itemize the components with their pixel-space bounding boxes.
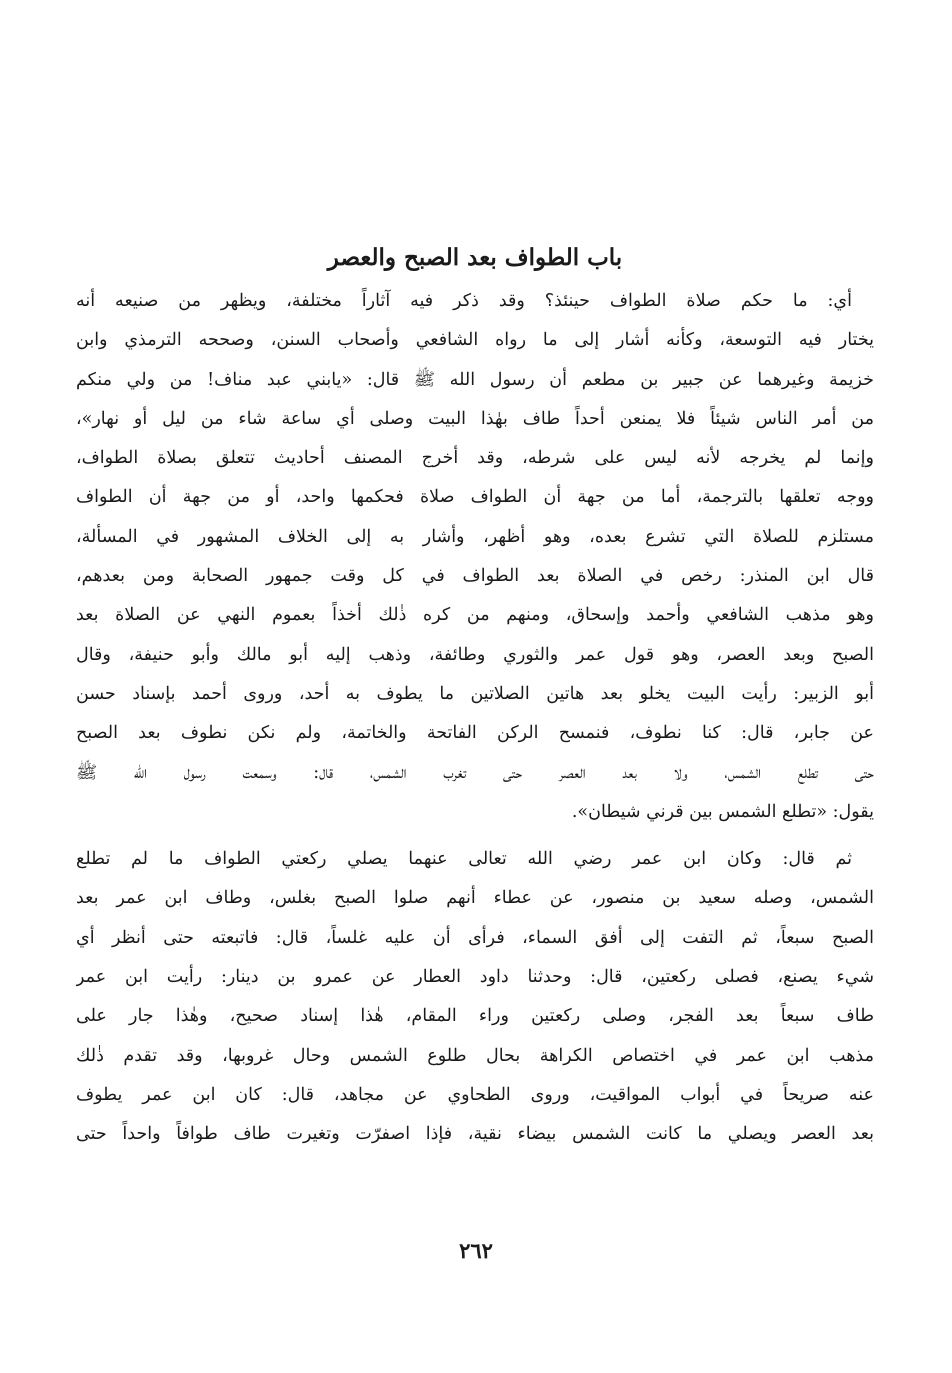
text-line: الصبح وبعد العصر، وهو قول عمر والثوري وطائفة، وذهب إليه أبو مالك وأبو حنيفة، وقال	[76, 644, 874, 665]
text-line: بعد العصر ويصلي ما كانت الشمس بيضاء نقية، فإذا اصفرّت وتغيرت طاف طوافاً واحداً حتى	[76, 1124, 874, 1145]
paragraph-2	[76, 840, 874, 1154]
text-line: وهو مذهب الشافعي وأحمد وإسحاق، ومنهم من كره ذٰلك أخذاً بعموم النهي عن الصلاة بعد	[76, 605, 874, 626]
chapter-title: باب الطواف بعد الصبح والعصر	[327, 244, 623, 271]
paragraph-gap	[76, 832, 874, 840]
text-line: عن جابر، قال: كنا نطوف، فنمسح الركن الفاتحة والخاتمة، ولم نكن نطوف بعد الصبح	[76, 723, 874, 744]
text-line: الصبح سبعاً، ثم التفت إلى أفق السماء، فرأى أن عليه غلساً، قال: فاتبعته حتى أنظر أي	[76, 927, 874, 948]
text-line: مذهب ابن عمر في اختصاص الكراهة بحال طلوع الشمس وحال غروبها، وقد تقدم ذٰلك	[76, 1045, 874, 1066]
text-line: قال ابن المنذر: رخص في الصلاة بعد الطواف في كل وقت جمهور الصحابة ومن بعدهم،	[76, 566, 874, 587]
text-line: مستلزم للصلاة التي تشرع بعده، وهو أظهر، وأشار به إلى الخلاف المشهور في المسألة،	[76, 526, 874, 547]
text-line: أبو الزبير: رأيت البيت يخلو بعد هاتين الصلاتين ما يطوف به أحد، وروى أحمد بإسناد حسن	[76, 683, 874, 704]
page-number: ٢٦٢	[459, 1238, 493, 1263]
text-line: ووجه تعلقها بالترجمة، أما من جهة أن الطواف صلاة فحكمها واحد، أو من جهة أن الطواف	[76, 487, 874, 508]
text-line: أي: ما حكم صلاة الطواف حينئذ؟ وقد ذكر فيه آثاراً مختلفة، ويظهر من صنيعه أنه	[76, 291, 852, 311]
text-line: طاف سبعاً بعد الفجر، وصلى ركعتين وراء المقام، هٰذا إسناد صحيح، وهٰذا جار على	[76, 1006, 874, 1027]
page-content	[76, 240, 874, 1155]
text-line: حتى تطلع الشمس، ولا بعد العصر حتى تغرب الشمس، قال: وسمعت رسول الله ﷺ	[76, 762, 874, 783]
text-line: يختار فيه التوسعة، وكأنه أشار إلى ما رواه الشافعي وأصحاب السنن، وصححه الترمذي وابن	[76, 330, 874, 351]
text-line: الشمس، وصله سعيد بن منصور، عن عطاء أنهم صلوا الصبح بغلس، وطاف ابن عمر بعد	[76, 888, 874, 909]
text-line: شيء يصنع، فصلى ركعتين، قال: وحدثنا داود العطار عن عمرو بن دينار: رأيت ابن عمر	[76, 967, 874, 988]
text-line: من أمر الناس شيئاً فلا يمنعن أحداً طاف بهٰذا البيت وصلى أي ساعة شاء من ليل أو نهار»،	[76, 408, 874, 429]
text-line: وإنما لم يخرجه لأنه ليس على شرطه، وقد أخرج المصنف أحاديث تتعلق بصلاة الطواف،	[76, 448, 874, 469]
paragraph-1	[76, 282, 874, 832]
text-line: ثم قال: وكان ابن عمر رضي الله تعالى عنهما يصلي ركعتي الطواف ما لم تطلع	[76, 849, 852, 870]
text-line: يقول: «تطلع الشمس بين قرني شيطان».	[571, 801, 874, 822]
text-line: عنه صريحاً في أبواب المواقيت، وروى الطحاوي عن مجاهد، قال: كان ابن عمر يطوف	[76, 1084, 874, 1105]
text-line: خزيمة وغيرهما عن جبير بن مطعم أن رسول الله ﷺ قال: «يابني عبد مناف! من ولي منكم	[76, 369, 874, 390]
